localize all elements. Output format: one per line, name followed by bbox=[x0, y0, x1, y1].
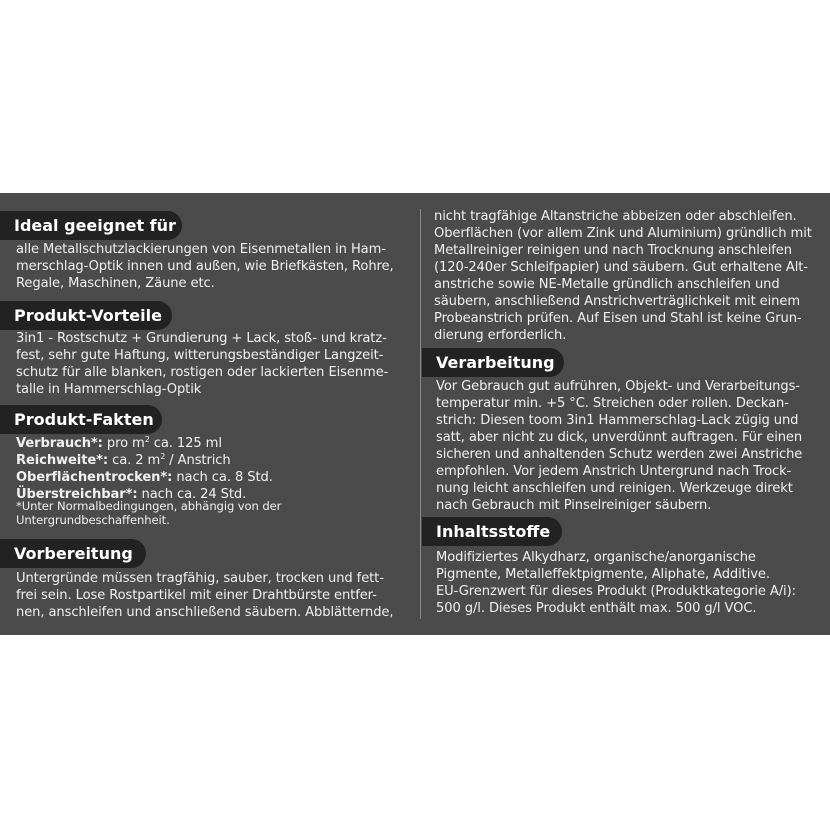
verarbeitung-text: Vor Gebrauch gut aufrühren, Objekt- und Verarbeitungs- temperatur min. +5 °C. Streichen oder rollen. Deckan- strich: Diesen toom 3in1 Hammerschlag-Lack zügig und satt, aber nicht zu dick, unverdünnt auftragen. Für einen sicheren und anhaltenden Schutz werden zwei Anstriche empfohlen. Vor jedem Anstrich Untergrund nach Trock- nung leicht anschleifen und reinigen. Werkzeuge direkt nach Gebrauch mit Pinselreiniger säubern. bbox=[436, 379, 803, 513]
fakt-reichweite: Reichweite*: ca. 2 $m^2$ / Anstrich bbox=[16, 452, 231, 468]
heading-inhaltsstoffe: Inhaltsstoffe bbox=[422, 517, 562, 546]
product-info-panel bbox=[0, 193, 830, 635]
vorbereitung-text: Untergründe müssen tragfähig, sauber, trocken und fett- frei sein. Lose Rostpartikel mit einer Drahtbürste entfer- nen, anschleifen und anschließend säubern. Abblätternde, bbox=[16, 571, 394, 620]
left-column bbox=[0, 193, 415, 635]
ideal-geeignet-text: alle Metallschutzlackierungen von Eisenmetallen in Ham- merschlag-Optik innen und außen, wie Briefkästen, Rohre, Regale, Maschinen, Zäune etc. bbox=[16, 242, 394, 291]
fakten-footnote: *Unter Normalbedingungen, abhängig von der Untergrundbeschaffenheit. bbox=[16, 499, 282, 527]
right-column bbox=[422, 193, 830, 635]
heading-vorbereitung: Vorbereitung bbox=[0, 539, 146, 568]
inhaltsstoffe-text: Modifiziertes Alkydharz, organische/anorganische Pigmente, Metalleffektpigmente, Aliphate, Additive. EU-Grenzwert für dieses Produkt (Produktkategorie A/i): 500 g/l. Dieses Produkt enthält max. 500 g/l VOC. bbox=[436, 550, 796, 616]
heading-verarbeitung: Verarbeitung bbox=[422, 348, 564, 377]
vorbereitung-continued-text: nicht tragfähige Altanstriche abbeizen oder abschleifen. Oberflächen (vor allem Zink und Aluminium) gründlich mit Metallreiniger reinigen und nach Trocknung anschleifen (120-240er Schleifpapier) und säubern. Gut erhaltene Alt- anstriche sowie NE-Metalle gründlich anschleifen und säubern, anschließend Anstrichverträglichkeit mit einem Probeanstrich prüfen. Auf Eisen und Stahl ist keine Grun- dierung erforderlich. bbox=[434, 209, 812, 343]
fakt-verbrauch: Verbrauch*: pro $m^2$ ca. 125 ml bbox=[16, 435, 222, 451]
fakt-ueberstreichbar: Überstreichbar*: nach ca. 24 Std. bbox=[16, 487, 247, 502]
heading-produkt-vorteile: Produkt-Vorteile bbox=[0, 301, 172, 330]
heading-ideal-geeignet: Ideal geeignet für bbox=[0, 211, 182, 240]
column-divider bbox=[420, 209, 421, 619]
produkt-vorteile-text: 3in1 - Rostschutz + Grundierung + Lack, stoß- und kratz- fest, sehr gute Haftung, witterungsbeständiger Langzeit- schutz für alle blanken, rostigen oder lackierten Eisenme- talle in Hammerschlag-Optik bbox=[16, 331, 389, 397]
heading-produkt-fakten: Produkt-Fakten bbox=[0, 405, 162, 434]
produkt-fakten-list bbox=[16, 435, 273, 503]
fakt-oberflaechentrocken: Oberflächentrocken*: nach ca. 8 Std. bbox=[16, 470, 273, 485]
